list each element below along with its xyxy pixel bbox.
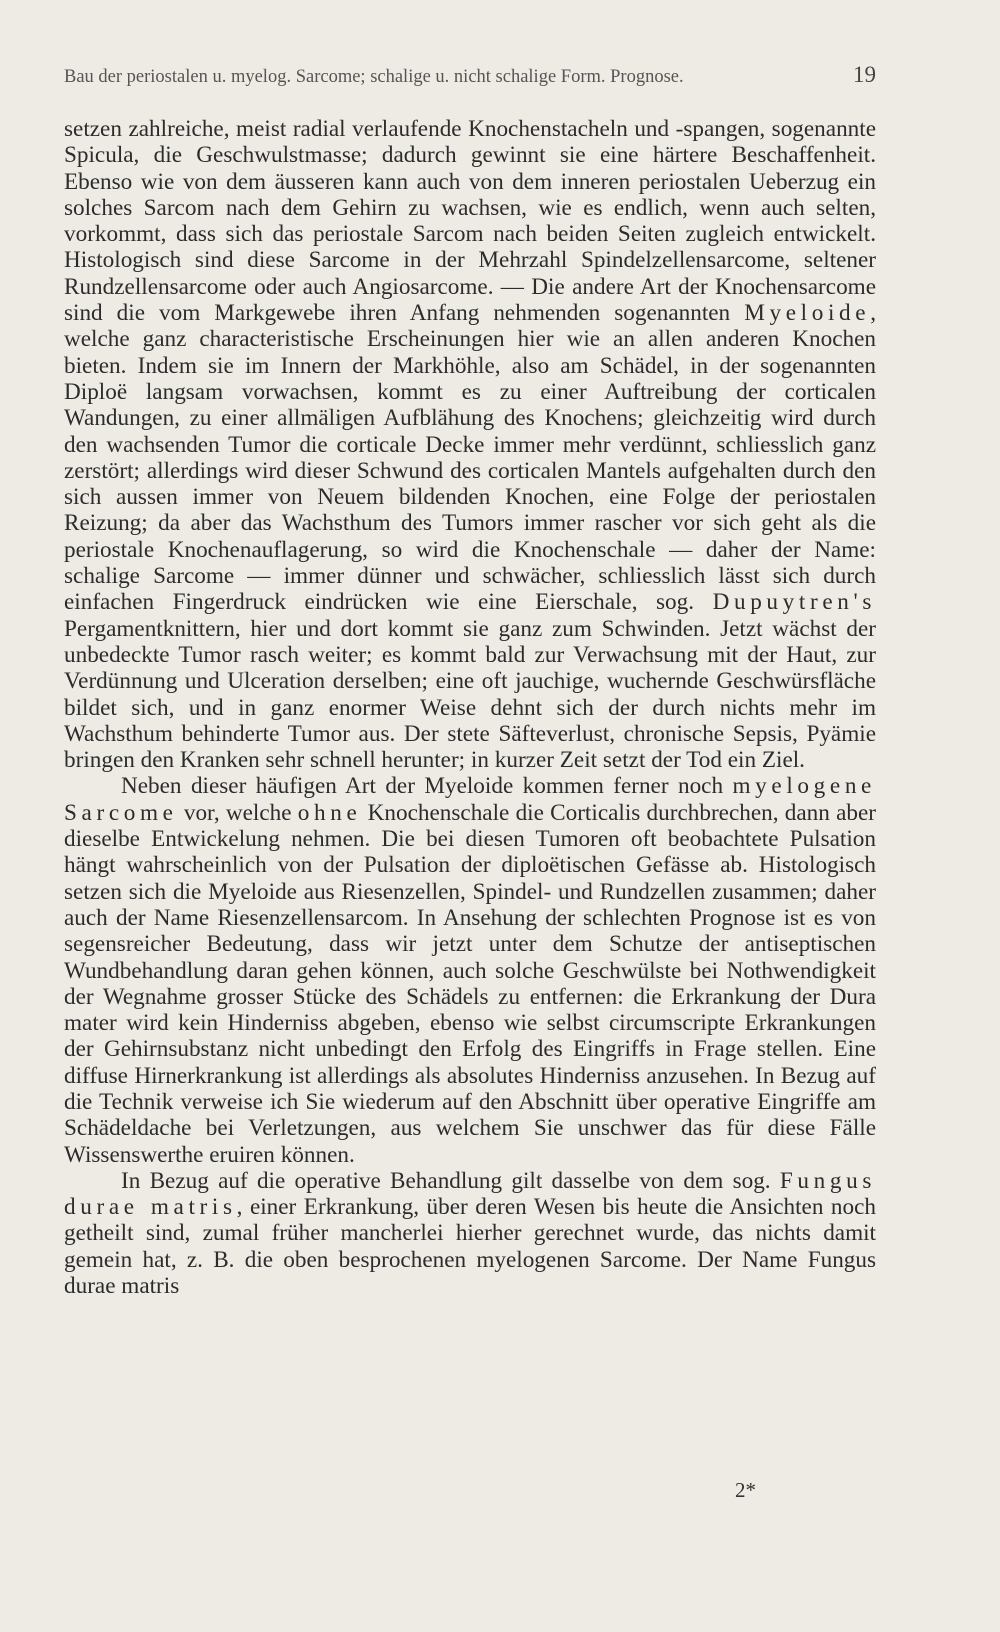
spaced-emphasis: Fungus durae matris bbox=[64, 1167, 876, 1221]
text-run: , welche ganz characteristische Erscheinungen hier wie an allen anderen Knochen bieten. Indem sie im Innern der Markhöhle, also am Schädel, in der sogenannten Diploë langsam vorwachsen, kommt es zu einer Auftreibung der corticalen Wandungen, zu einer allmäligen Aufblähung des Knochens; gleichzeitig wird durch den wachsenden Tumor die corticale Decke immer mehr verdünnt, schliesslich ganz zerstört; allerdings wird dieser Schwund des corticalen Mantels aufgehalten durch den sich aussen immer von Neuem bildenden Knochen, eine Folge der periostalen Reizung; da aber das Wachsthum des Tumors immer rascher vor sich geht als die periostale Knochenauflagerung, so wird die Knochenschale — daher der Name: schalige Sarcome — immer dünner und schwächer, schliesslich lässt sich durch einfachen Fingerdruck eindrücken wie eine Eierschale, sog. bbox=[64, 300, 876, 616]
spaced-emphasis: Myeloide bbox=[744, 300, 871, 327]
signature-mark: 2* bbox=[735, 1478, 756, 1502]
paragraph bbox=[64, 1168, 876, 1299]
spaced-emphasis: Dupuytren's bbox=[712, 589, 876, 616]
text-run: Pergamentknittern, hier und dort kommt sie ganz zum Schwinden. Jetzt wächst der unbedeckte Tumor rasch weiter; es kommt bald zur Verwachsung mit der Haut, zur Verdünnung und Ulceration derselben; eine oft jauchige, wuchernde Geschwürsfläche bildet sich, und in ganz enormer Weise dehnt sich der durch nichts mehr im Wachsthum behinderte Tumor aus. Der stete Säfteverlust, chronische Sepsis, Pyämie bringen den Kranken sehr schnell herunter; in kurzer Zeit setzt der Tod ein Ziel. bbox=[64, 615, 876, 774]
text-run: , einer Erkrankung, über deren Wesen bis heute die Ansichten noch getheilt sind, zumal früher mancherlei hierher gerechnet wurde, das nichts damit gemein hat, z. B. die oben besprochenen myelogenen Sarcome. Der Name Fungus durae matris bbox=[64, 1194, 876, 1300]
spaced-emphasis: ohne bbox=[297, 799, 362, 826]
spaced-emphasis: myelogene Sarcome bbox=[64, 773, 876, 826]
running-title: Bau der periostalen u. myelog. Sarcome; schalige u. nicht schalige Form. Prognose. bbox=[64, 67, 684, 87]
text-run: vor, welche bbox=[177, 799, 298, 826]
text-run: Knochenschale die Corticalis durchbrechen, dann aber dieselbe Entwickelung nehmen. Die bei diesen Tumoren oft beobachtete Pulsation hängt wahrscheinlich von der Pulsation der diploëtischen Gefässe ab. Histologisch setzen sich die Myeloide aus Riesenzellen, Spindel- und Rundzellen zusammen; daher auch der Name Riesenzellensarcom. In Ansehung der schlechten Prognose ist es von segensreicher Bedeutung, dass wir jetzt unter dem Schutze der antiseptischen Wundbehandlung daran gehen können, auch solche Geschwülste bei Nothwendigkeit der Wegnahme grosser Stücke des Schädels zu entfernen: die Erkrankung der Dura mater wird kein Hinderniss abgeben, ebenso wie selbst circumscripte Erkrankungen der Gehirnsubstanz nicht unbedingt den Erfolg des Eingriffs in Frage stellen. Eine diffuse Hirnerkrankung ist allerdings als absolutes Hinderniss anzusehen. In Bezug auf die Technik verweise ich Sie wiederum auf den Abschnitt über operative Eingriffe am Schädeldache bei Verletzungen, aus welchem Sie unschwer das für diese Fälle Wissenswerthe eruiren können. bbox=[64, 799, 876, 1168]
page-number: 19 bbox=[853, 62, 876, 87]
text-run: In Bezug auf die operative Behandlung gilt dasselbe von dem sog. bbox=[121, 1167, 780, 1194]
text-run: Neben dieser häufigen Art der Myeloide kommen ferner noch bbox=[121, 773, 733, 800]
text-run: setzen zahlreiche, meist radial verlaufende Knochenstacheln und -spangen, sogenannte Spicula, die Geschwulstmasse; dadurch gewinnt sie eine härtere Beschaffenheit. Ebenso wie von dem äusseren kann auch von dem inneren periostalen Ueberzug ein solches Sarcom nach dem Gehirn zu wachsen, wie es endlich, wenn auch selten, vorkommt, dass sich das periostale Sarcom nach beiden Seiten zugleich entwickelt. Histologisch sind diese Sarcome in der Mehrzahl Spindelzellensarcome, seltener Rundzellensarcome oder auch Angiosarcome. — Die andere Art der Knochensarcome sind die vom Markgewebe ihren Anfang nehmenden sogenannten bbox=[64, 116, 876, 327]
paragraph bbox=[64, 116, 876, 773]
body-text bbox=[64, 116, 876, 1299]
paragraph bbox=[64, 773, 876, 1167]
